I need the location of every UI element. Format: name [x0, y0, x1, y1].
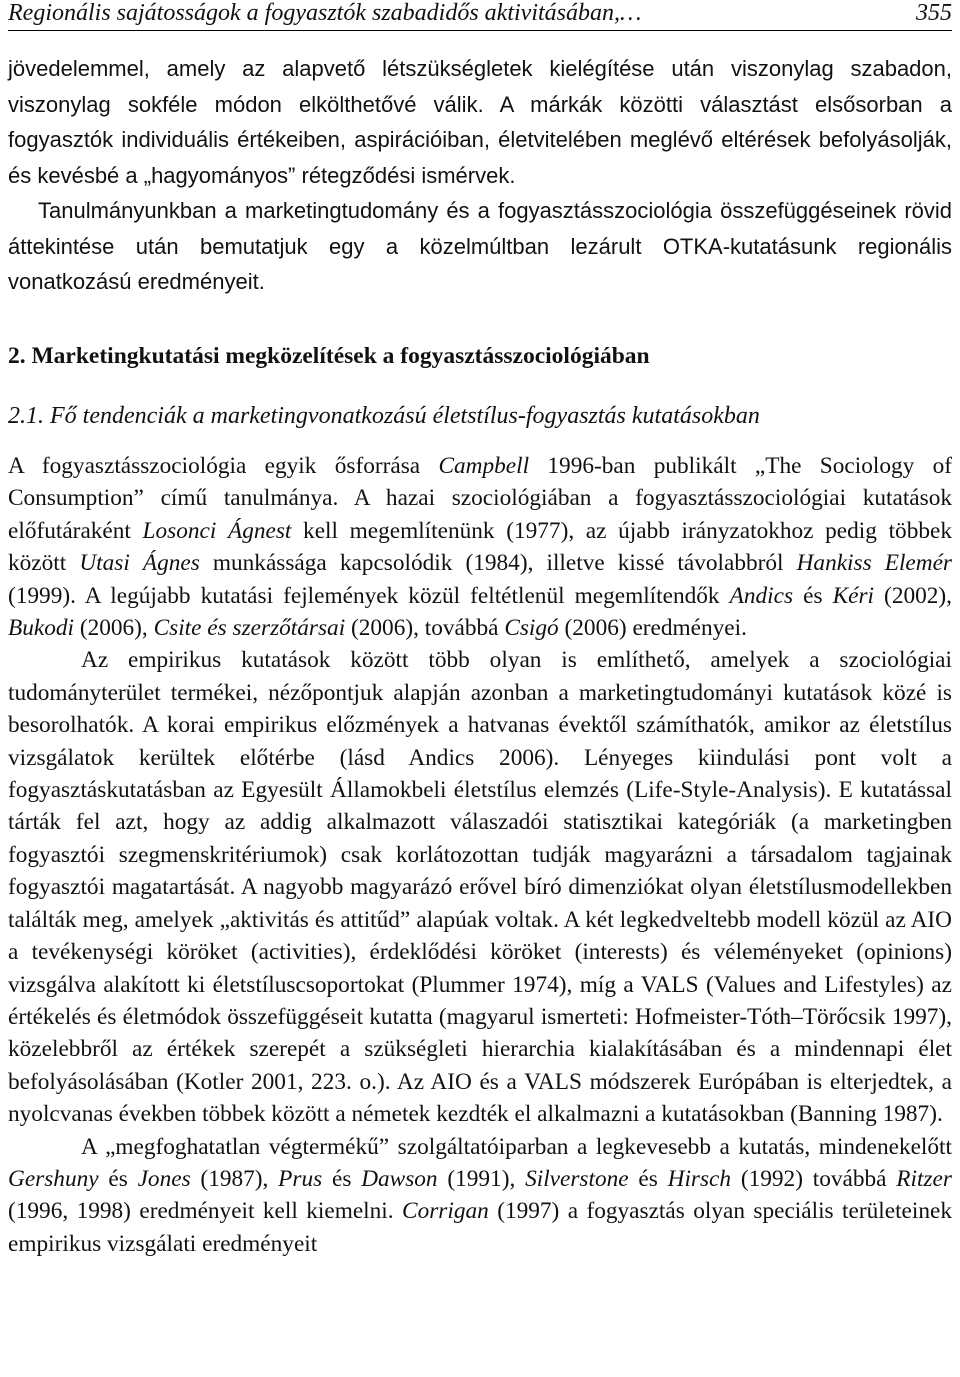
italic-citation: Losonci Ágnest	[142, 517, 292, 544]
running-title: Regionális sajátosságok a fogyasztók szabadidős aktivitásában,…	[8, 0, 642, 26]
text-run: (2006) eredményei.	[558, 615, 747, 642]
italic-citation: Hankiss Elemér	[796, 550, 953, 577]
text-run: (1987),	[190, 1165, 279, 1192]
page-number: 355	[916, 0, 952, 26]
italic-citation: Bukodi	[8, 615, 74, 642]
text-run: és	[322, 1165, 362, 1192]
italic-citation: Csite és szerzőtársai	[153, 615, 346, 642]
italic-citation: Gershuny	[8, 1165, 99, 1192]
text-run: (1999). A legújabb kutatási fejlemények közül feltétlenül megemlítendők	[8, 582, 730, 609]
italic-citation: Kéri	[832, 582, 874, 609]
intro-text	[8, 51, 952, 300]
running-header	[8, 0, 952, 31]
text-run: (2006),	[74, 615, 154, 642]
text-run: és	[98, 1165, 138, 1192]
body-paragraph	[8, 1131, 952, 1261]
italic-citation: Corrigan	[402, 1198, 489, 1225]
italic-citation: Campbell	[438, 453, 530, 479]
italic-citation: Hirsch	[667, 1165, 732, 1192]
text-run: (2006), továbbá	[345, 615, 505, 642]
italic-citation: Silverstone	[525, 1165, 629, 1192]
italic-citation: Dawson	[361, 1165, 438, 1192]
italic-citation: Ritzer	[896, 1165, 952, 1192]
text-run: (1997) a fogyasztás olyan speciális területeinek empirikus vizsgálati eredményeit	[8, 1198, 952, 1257]
text-run: (1992) továbbá	[731, 1165, 897, 1192]
text-run: és	[793, 582, 833, 609]
text-run: munkássága kapcsolódik (1984), illetve kissé távolabbról	[199, 550, 797, 577]
body-paragraph	[8, 644, 952, 1130]
italic-citation: Utasi Ágnes	[79, 550, 200, 577]
text-run: (1991),	[437, 1165, 526, 1192]
intro-paragraph: jövedelemmel, amely az alapvető létszükségletek kielégítése után viszonylag szabadon, viszonylag sokféle módon elkölthetővé válik. A márkák közötti választást elsősorban a fogyasztók individuális értékeiben, aspirációiban, életvitelében meglévő eltérések befolyásolják, és kevésbé a „hagyományos” rétegződési ismérvek.	[8, 56, 952, 188]
subsection-heading: 2.1. Fő tendenciák a marketingvonatkozású életstílus-fogyasztás kutatásokban	[8, 403, 760, 429]
body-paragraph	[8, 450, 952, 644]
italic-citation: Prus	[278, 1165, 323, 1192]
text-run: A fogyasztásszociológia egyik ősforrása	[8, 453, 439, 479]
italic-citation: Csigó	[504, 615, 559, 642]
text-run: és	[628, 1165, 668, 1192]
text-run: (1996, 1998) eredményeit kell kiemelni.	[8, 1198, 403, 1225]
text-run: kell megemlítenünk (1977), az újabb irányzatokhoz pedig többek között	[8, 517, 952, 577]
text-run: A „megfoghatatlan végtermékű” szolgáltatóiparban a legkevesebb a kutatás, mindenekelőtt	[81, 1133, 952, 1160]
italic-citation: Andics	[729, 582, 794, 609]
section-heading: 2. Marketingkutatási megközelítések a fogyasztásszociológiában	[8, 343, 650, 369]
text-run: Az empirikus kutatások között több olyan is említhető, amelyek a szociológiai tudományterület termékei, nézőpontjuk alapján azonban a marketingtudományi kutatások közé is besorolhatók. A korai empirikus előzmények a hatvanas évektől számíthatók, amikor az életstílus vizsgálatok kerültek előtérbe (lásd Andics 2006). Lényeges kiindulási pont volt a fogyasztáskutatásban az Egyesült Államokbeli életstílus elemzés (Life-Style-Analysis). E kutatással tárták fel azt, hogy az addig alkalmazott válaszadói statisztikai kategóriák (a marketingben fogyasztói szegmenskritériumok) csak korlátozottan tudják magyarázni a társadalom tagjainak fogyasztói magatartását. A nagyobb magyarázó erővel bíró dimenziókat olyan életstílusmodellekben találták meg, amelyek „aktivitás és attitűd” alapúak voltak. A két legkedveltebb modell közül az AIO a tevékenységi köröket (activities), érdeklődési köröket (interests) és véleményeket (opinions) vizsgálva alakított ki életstíluscsoportokat (Plummer 1974), míg a VALS (Values and Lifestyles) az értékelés és életmódok összefüggéseit kutatta (magyarul ismerteti: Hofmeister-Tóth–Törőcsik 1997), közelebbről az értékek szerepét a szükségleti hierarchia kialakításában és a mindennapi élet befolyásolásában (Kotler 2001, 223. o.). Az AIO és a VALS módszerek Európában is elterjedtek, a nyolcvanas években többek között a németek kezdték el alkalmazni a kutatásokban (Banning 1987).	[8, 647, 952, 1128]
intro-paragraph: Tanulmányunkban a marketingtudomány és a fogyasztásszociológia összefüggéseinek rövid áttekintése után bemutatjuk egy a közelmúltban lezárult OTKA-kutatásunk regionális vonatkozású eredményeit.	[8, 198, 952, 294]
text-run: (2002),	[874, 582, 952, 609]
italic-citation: Jones	[137, 1165, 191, 1192]
text-run: 1996-ban publikált „The Sociology of Consumption” című tanulmánya. A hazai szociológiában a fogyasztásszociológiai kutatások előfutáraként	[8, 453, 952, 544]
body-text	[8, 450, 952, 1260]
